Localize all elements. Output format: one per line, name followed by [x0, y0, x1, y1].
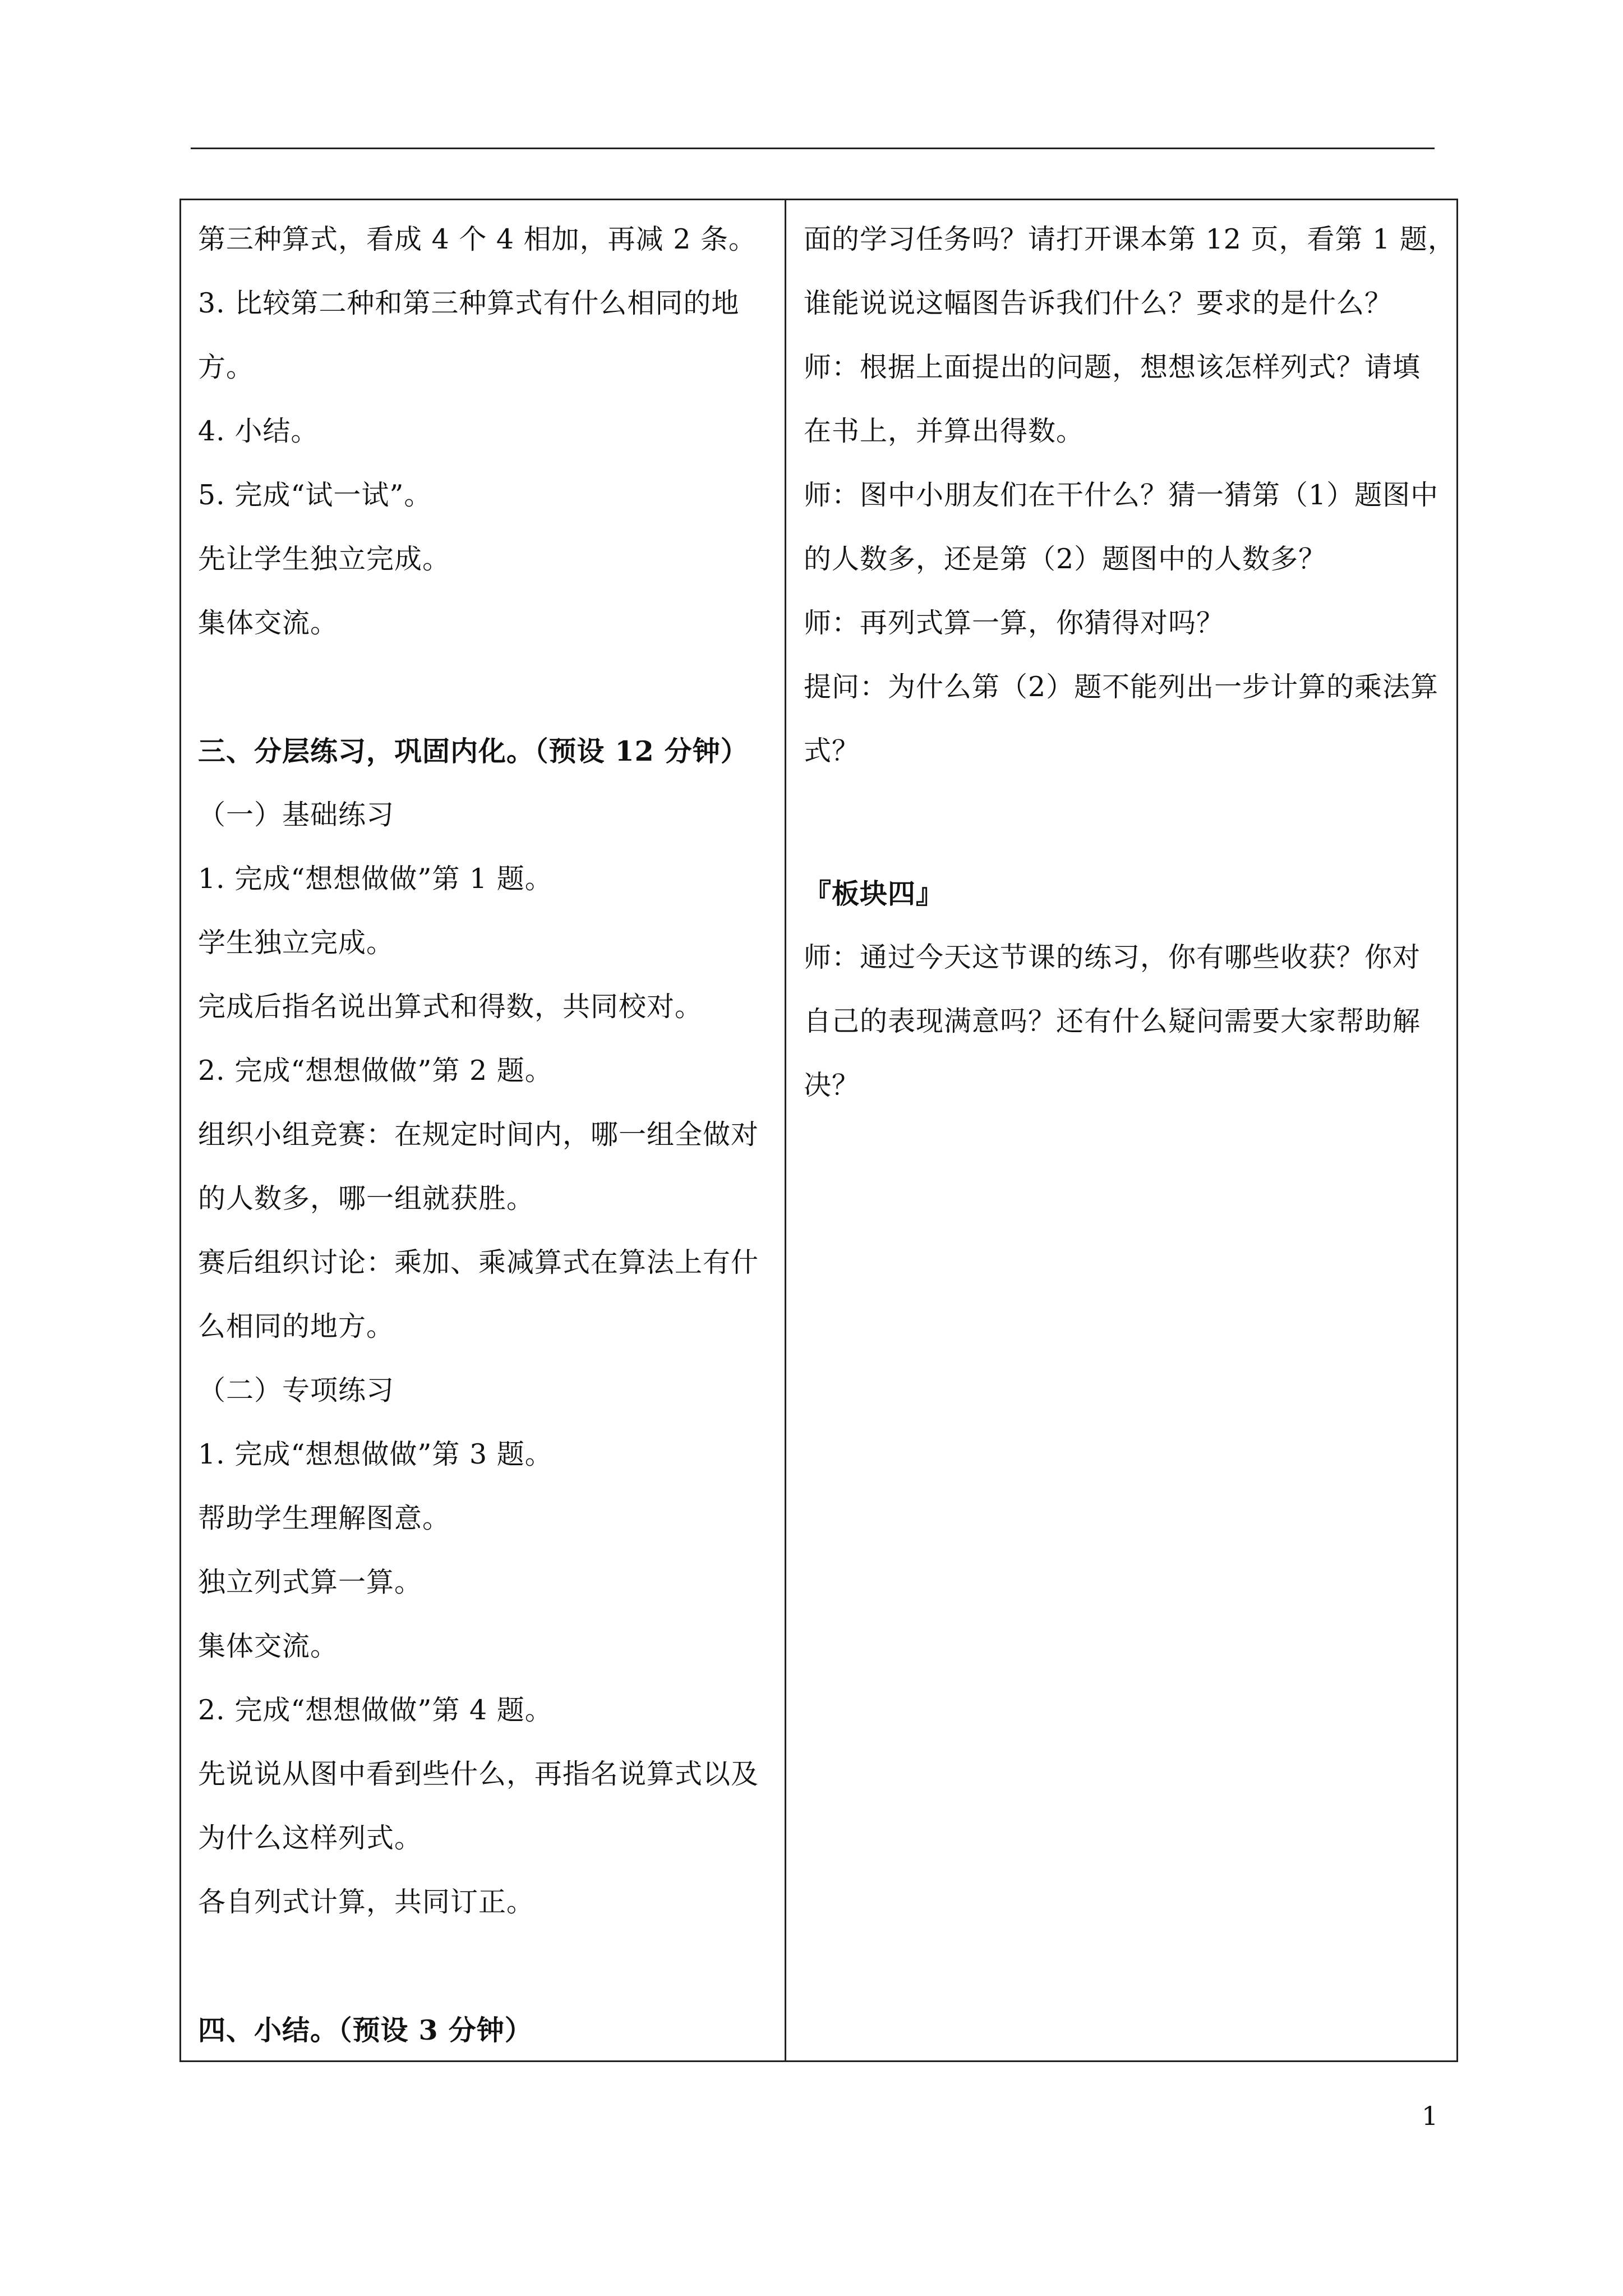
- left-line: 5. 完成“试一试”。: [198, 479, 432, 511]
- left-line: 帮助学生理解图意。: [198, 1502, 451, 1534]
- left-line: 学生独立完成。: [198, 927, 395, 959]
- right-line: 自己的表现满意吗？还有什么疑问需要大家帮助解: [804, 1005, 1421, 1037]
- header-rule: [191, 148, 1435, 149]
- left-line: 的人数多，哪一组就获胜。: [198, 1182, 535, 1214]
- left-line: 独立列式算一算。: [198, 1566, 423, 1598]
- right-line: 提问：为什么第（2）题不能列出一步计算的乘法算: [804, 671, 1439, 703]
- right-line: 面的学习任务吗？请打开课本第 12 页，看第 1 题，: [804, 223, 1456, 255]
- right-line: 式？: [804, 735, 860, 767]
- left-line: 方。: [198, 351, 255, 383]
- left-line: 完成后指名说出算式和得数，共同校对。: [198, 991, 703, 1023]
- left-line: 先让学生独立完成。: [198, 543, 451, 575]
- left-line: 先说说从图中看到些什么，再指名说算式以及: [198, 1758, 759, 1790]
- right-line: 师：再列式算一算，你猜得对吗？: [804, 607, 1225, 639]
- left-line: 1. 完成“想想做做”第 3 题。: [198, 1438, 553, 1470]
- right-line: 师：图中小朋友们在干什么？猜一猜第（1）题图中: [804, 479, 1439, 511]
- left-line: 2. 完成“想想做做”第 4 题。: [198, 1694, 553, 1726]
- left-line: 1. 完成“想想做做”第 1 题。: [198, 863, 553, 895]
- left-line: 组织小组竞赛：在规定时间内，哪一组全做对: [198, 1119, 759, 1151]
- column-divider: [785, 200, 786, 2060]
- page-number: 1: [1422, 2101, 1438, 2131]
- left-line: （一）基础练习: [198, 799, 395, 831]
- section-heading: 『板块四』: [804, 877, 944, 910]
- left-line: （二）专项练习: [198, 1374, 395, 1406]
- left-line: 为什么这样列式。: [198, 1822, 423, 1854]
- right-line: 在书上，并算出得数。: [804, 415, 1085, 447]
- left-line: 各自列式计算，共同订正。: [198, 1886, 535, 1918]
- left-line: 么相同的地方。: [198, 1310, 395, 1342]
- left-line: 集体交流。: [198, 1630, 339, 1662]
- left-line: 3. 比较第二种和第三种算式有什么相同的地: [198, 287, 740, 319]
- right-line: 的人数多，还是第（2）题图中的人数多？: [804, 543, 1327, 575]
- left-line: 集体交流。: [198, 607, 339, 639]
- left-line: 第三种算式，看成 4 个 4 相加，再减 2 条。: [198, 223, 757, 255]
- left-line: 2. 完成“想想做做”第 2 题。: [198, 1055, 553, 1087]
- left-line: 赛后组织讨论：乘加、乘减算式在算法上有什: [198, 1246, 759, 1278]
- right-line: 谁能说说这幅图告诉我们什么？要求的是什么？: [804, 287, 1393, 319]
- lesson-table: [179, 199, 1458, 2062]
- right-line: 师：通过今天这节课的练习，你有哪些收获？你对: [804, 941, 1421, 973]
- section-heading: 四、小结。（预设 3 分钟）: [198, 2014, 533, 2046]
- left-line: 4. 小结。: [198, 415, 319, 447]
- section-heading: 三、分层练习，巩固内化。（预设 12 分钟）: [198, 735, 749, 767]
- right-line: 师：根据上面提出的问题，想想该怎样列式？请填: [804, 351, 1421, 383]
- right-line: 决？: [804, 1069, 860, 1101]
